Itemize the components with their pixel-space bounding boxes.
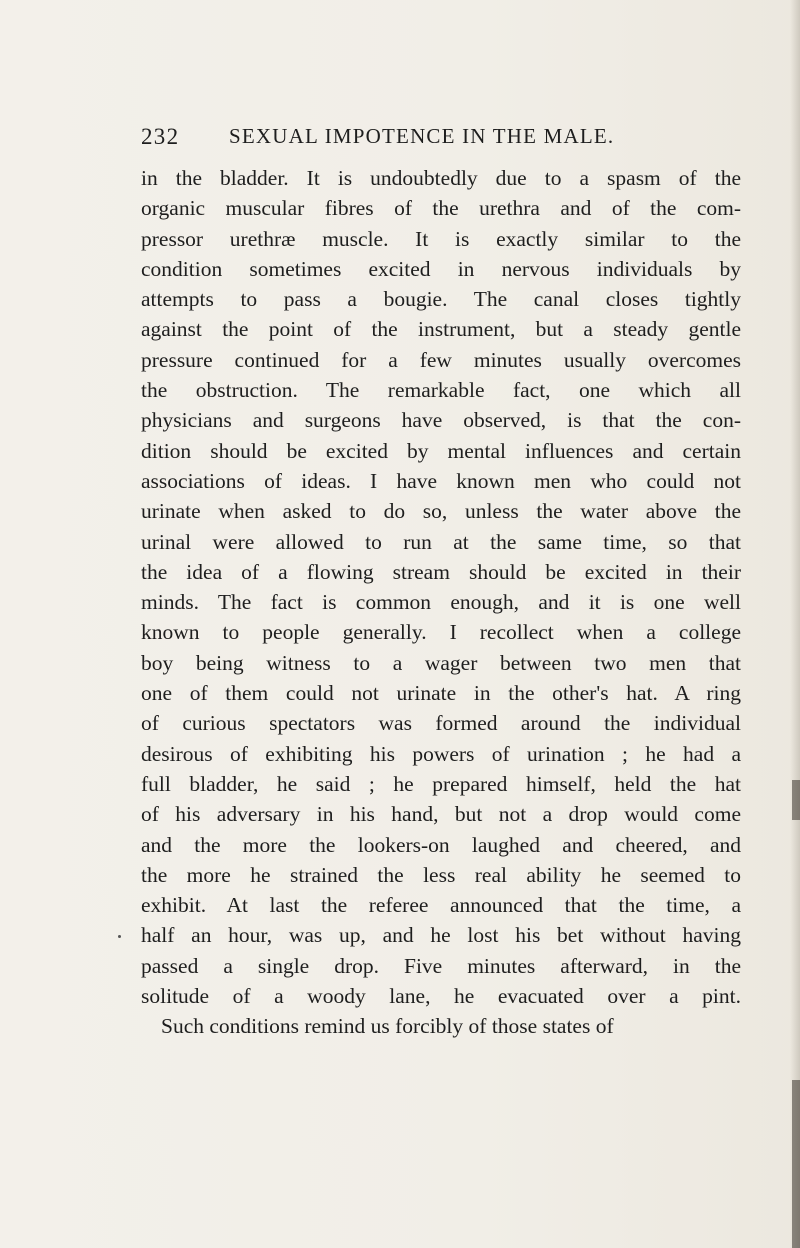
- text-line: full bladder, he said ; he prepared himself, held the hat: [141, 771, 741, 796]
- text-line: the more he strained the less real ability he seemed to: [141, 862, 741, 887]
- page-number: 232: [141, 124, 180, 149]
- text-line: dition should be excited by mental influences and certain: [141, 438, 741, 463]
- page-header: [141, 116, 661, 156]
- text-line: and the more the lookers-on laughed and cheered, and: [141, 832, 741, 857]
- text-line: attempts to pass a bougie. The canal closes tightly: [141, 287, 741, 312]
- text-line: boy being witness to a wager between two men that: [141, 650, 741, 675]
- text-line: organic muscular fibres of the urethra and of the com-: [141, 196, 741, 221]
- print-speck: [118, 935, 121, 938]
- text-line: of curious spectators was formed around the individual: [141, 711, 741, 736]
- running-head: SEXUAL IMPOTENCE IN THE MALE.: [229, 124, 615, 148]
- text-line: minds. The fact is common enough, and it is one well: [141, 590, 741, 615]
- text-line: the obstruction. The remarkable fact, one which all: [141, 378, 741, 403]
- text-line: solitude of a woody lane, he evacuated over a pint.: [141, 984, 741, 1009]
- text-line: Such conditions remind us forcibly of those states of: [161, 1014, 614, 1039]
- text-line: exhibit. At last the referee announced that the time, a: [141, 893, 741, 918]
- text-line: desirous of exhibiting his powers of urination ; he had a: [141, 741, 741, 766]
- text-line: half an hour, was up, and he lost his bet without having: [141, 923, 741, 948]
- text-line: pressure continued for a few minutes usually overcomes: [141, 347, 741, 372]
- text-line: physicians and surgeons have observed, is that the con-: [141, 408, 741, 433]
- text-line: in the bladder. It is undoubtedly due to a spasm of the: [141, 166, 741, 190]
- body-text: [141, 163, 741, 1042]
- text-line: pressor urethræ muscle. It is exactly similar to the: [141, 226, 741, 251]
- page-edge-shadow: [790, 0, 800, 1248]
- text-line: associations of ideas. I have known men who could not: [141, 468, 741, 493]
- text-line: the idea of a flowing stream should be excited in their: [141, 559, 741, 584]
- page-edge-mark: [792, 1080, 800, 1248]
- text-line: urinate when asked to do so, unless the water above the: [141, 499, 741, 524]
- text-line: of his adversary in his hand, but not a drop would come: [141, 802, 741, 827]
- text-line: passed a single drop. Five minutes afterward, in the: [141, 953, 741, 978]
- page-edge-mark: [792, 780, 800, 820]
- text-line: known to people generally. I recollect when a college: [141, 620, 741, 645]
- text-line: against the point of the instrument, but a steady gentle: [141, 317, 741, 342]
- text-line: condition sometimes excited in nervous individuals by: [141, 256, 741, 281]
- text-line: urinal were allowed to run at the same time, so that: [141, 529, 741, 554]
- text-line: one of them could not urinate in the other's hat. A ring: [141, 681, 741, 706]
